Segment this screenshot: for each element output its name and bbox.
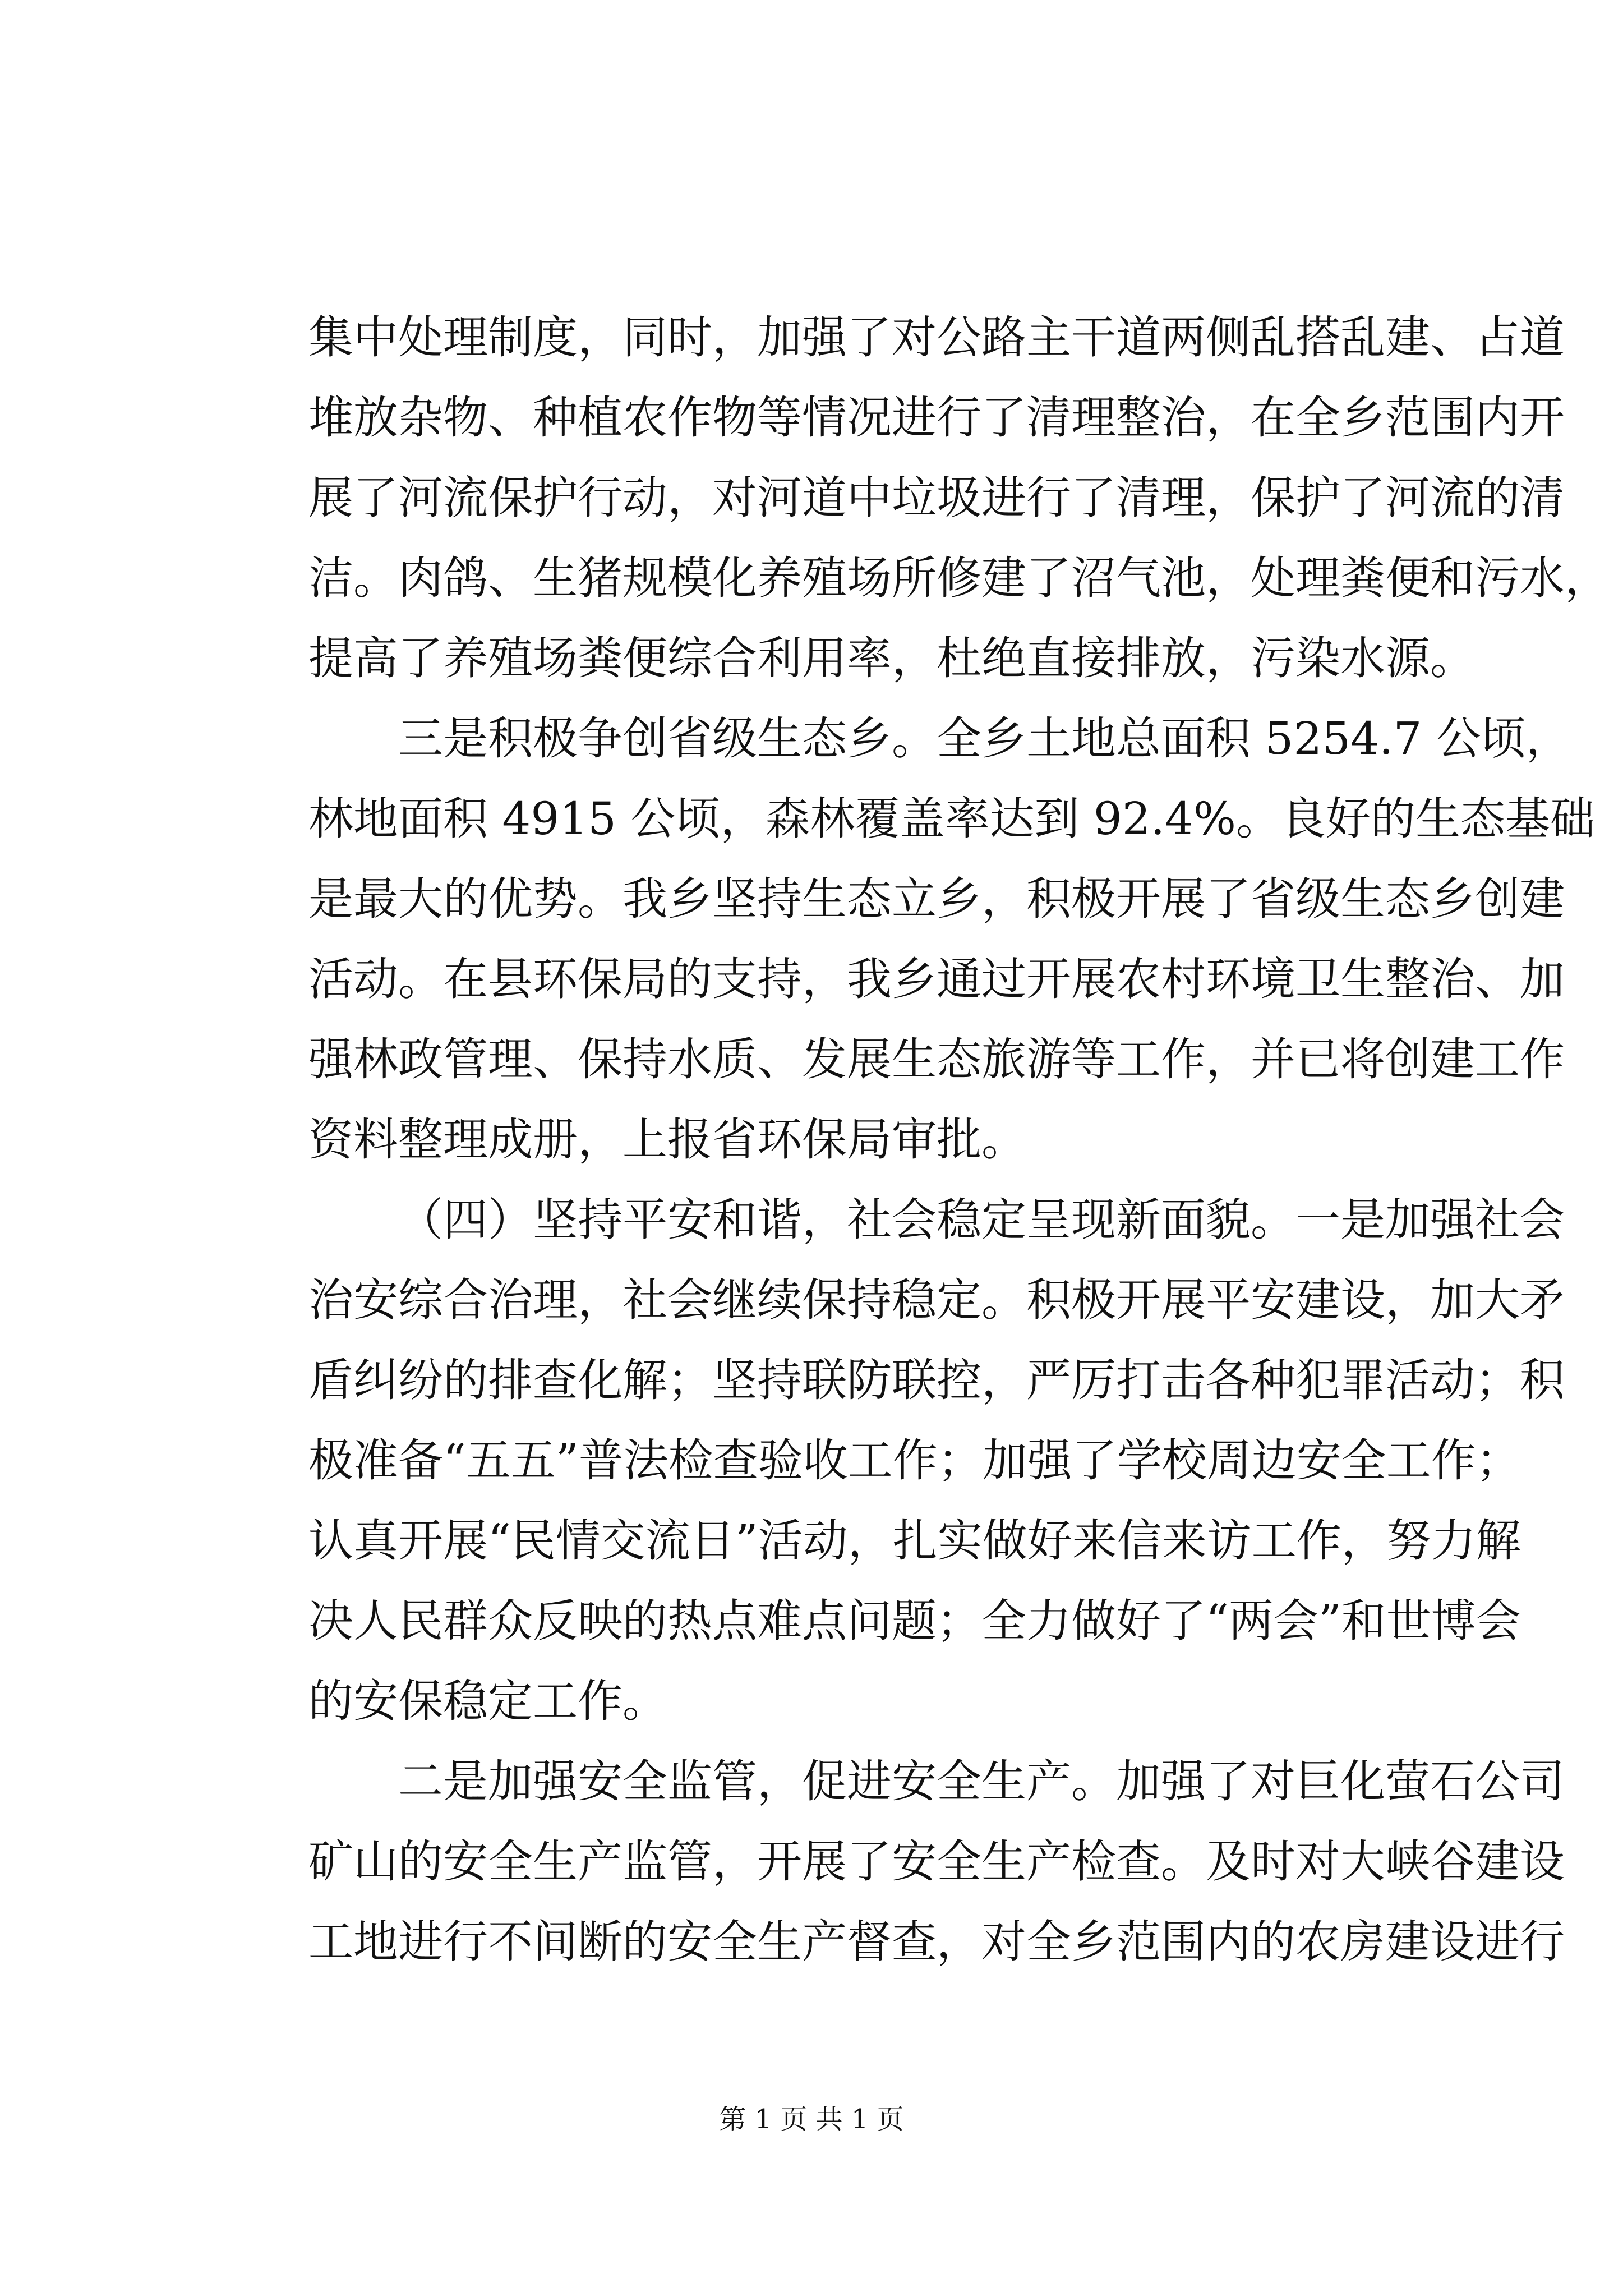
text-line: 集中处理制度，同时，加强了对公路主干道两侧乱搭乱建、占道 [308,311,1565,364]
document-body [308,297,1610,1982]
text-line: 认真开展“民情交流日”活动，扎实做好来信来访工作，努力解 [308,1515,1521,1567]
text-line: 堆放杂物、种植农作物等情况进行了清理整治，在全乡范围内开 [308,392,1565,444]
page-footer: 第 1 页 共 1 页 [719,2104,904,2135]
text-line: 工地进行不间断的安全生产督查，对全乡范围内的农房建设进行 [308,1916,1565,1968]
text-line: 决人民群众反映的热点难点问题；全力做好了“两会”和世博会 [308,1595,1521,1647]
text-line: 提高了养殖场粪便综合利用率，杜绝直接排放，污染水源。 [308,632,1475,684]
text-line: 治安综合治理，社会继续保持稳定。积极开展平安建设，加大矛 [308,1274,1565,1326]
text-line: 强林政管理、保持水质、发展生态旅游等工作，并已将创建工作 [308,1033,1565,1085]
text-line: 洁。肉鸽、生猪规模化养殖场所修建了沼气池，处理粪便和污水， [308,552,1610,604]
text-line: 的安保稳定工作。 [308,1675,667,1727]
text-line: 资料整理成册，上报省环保局审批。 [308,1114,1026,1166]
text-line: （四）坚持平安和谐，社会稳定呈现新面貌。一是加强社会 [398,1194,1565,1246]
paragraph [308,698,1596,1180]
text-line: 极准备“五五”普法检查验收工作；加强了学校周边安全工作； [308,1434,1521,1487]
text-line: 是最大的优势。我乡坚持生态立乡，积极开展了省级生态乡创建 [308,873,1565,925]
text-line: 三是积极争创省级生态乡。全乡土地总面积 5254.7 公顷， [398,712,1571,765]
text-line: 矿山的安全生产监管，开展了安全生产检查。及时对大峡谷建设 [308,1835,1565,1888]
text-line: 林地面积 4915 公顷，森林覆盖率达到 92.4%。良好的生态基础 [308,793,1596,845]
paragraph [308,1180,1565,1741]
text-line: 活动。在县环保局的支持，我乡通过开展农村环境卫生整治、加 [308,953,1565,1005]
text-line: 盾纠纷的排查化解；坚持联防联控，严厉打击各种犯罪活动；积 [308,1354,1565,1406]
text-line: 二是加强安全监管，促进安全生产。加强了对巨化萤石公司 [398,1755,1565,1807]
paragraph [308,1741,1565,1982]
text-line: 展了河流保护行动，对河道中垃圾进行了清理，保护了河流的清 [308,472,1565,524]
paragraph [308,297,1610,698]
